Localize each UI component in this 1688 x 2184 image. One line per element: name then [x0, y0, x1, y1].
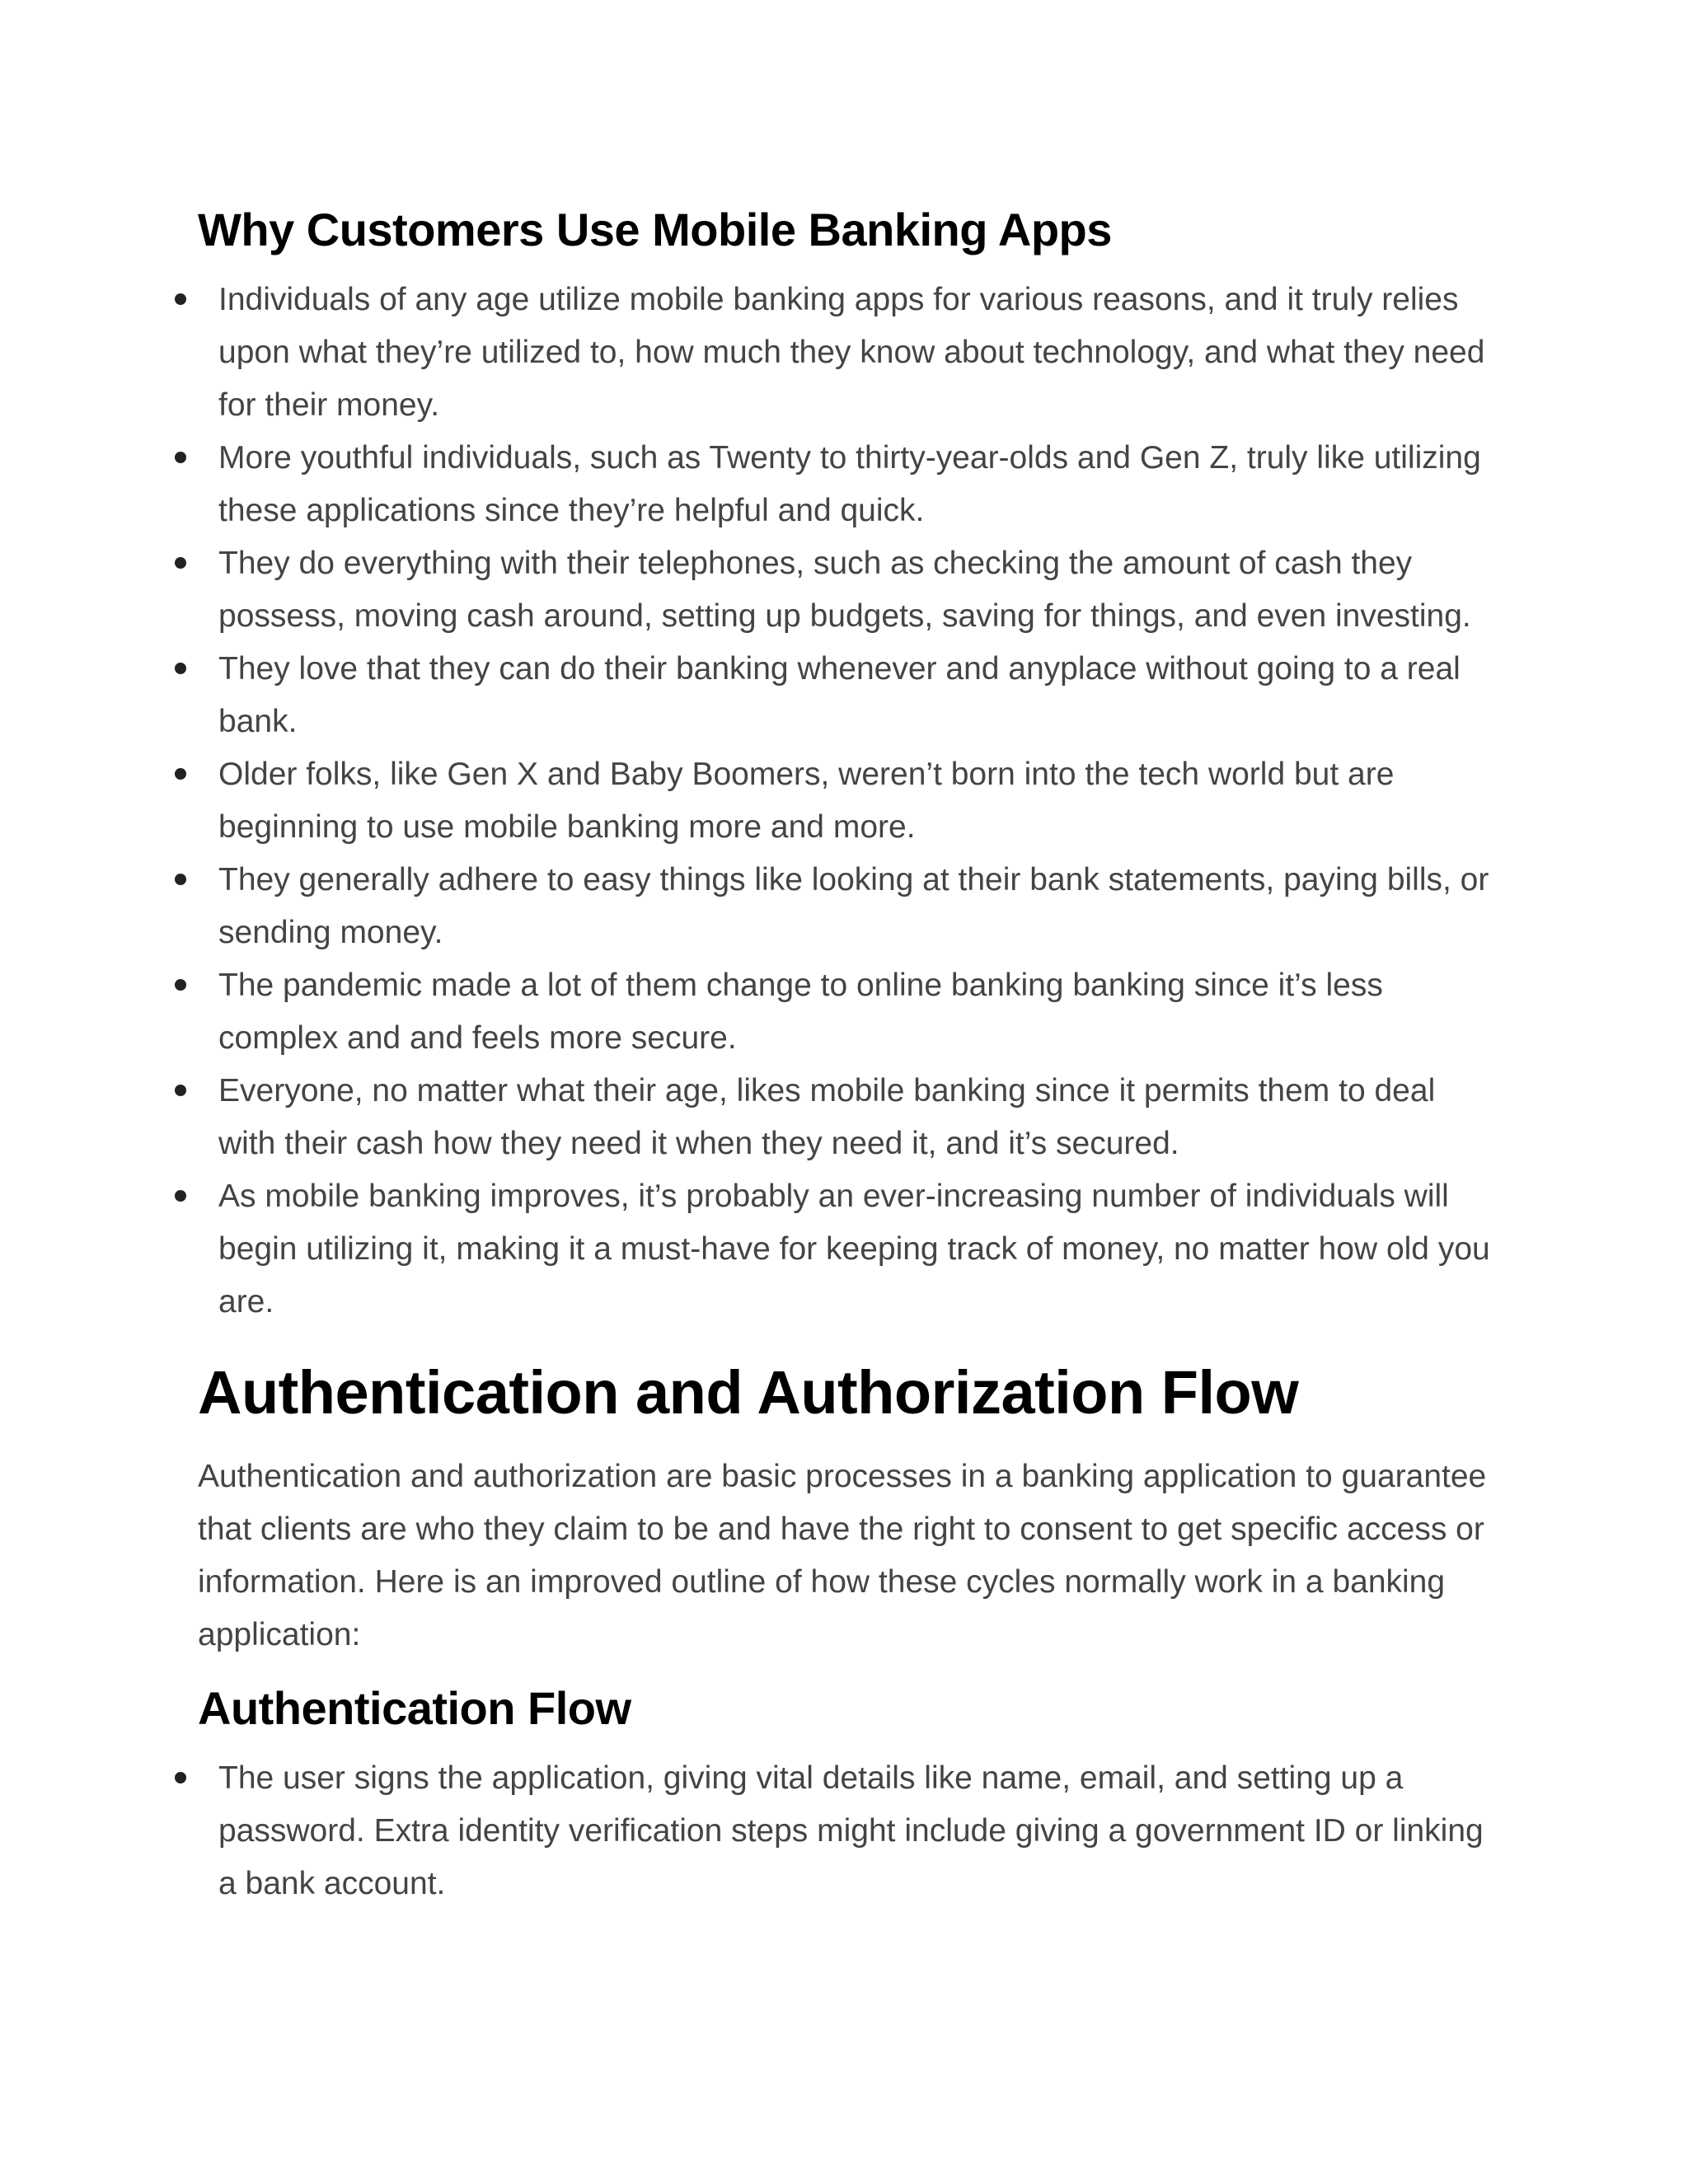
list-item-text: They do everything with their telephones, such as checking the amount of cash they possess, moving cash around, setting up budgets, saving for things, and even investing.	[218, 546, 1471, 634]
bullet-icon	[175, 1190, 186, 1202]
bullet-list-authentication	[198, 1752, 1500, 1910]
bullet-icon	[175, 874, 186, 885]
bullet-icon	[175, 1772, 186, 1783]
list-item	[198, 537, 1500, 643]
list-item-text: The pandemic made a lot of them change to online banking banking since it’s less complex and and feels more secure.	[218, 968, 1383, 1056]
list-item-text: As mobile banking improves, it’s probably an ever-increasing number of individuals will begin utilizing it, making it a must-have for keeping track of money, no matter how old you are.	[218, 1179, 1490, 1319]
document-content	[198, 198, 1500, 1910]
list-item	[198, 643, 1500, 748]
list-item-text: Individuals of any age utilize mobile banking apps for various reasons, and it truly relies upon what they’re utilized to, how much they know about technology, and what they need for their money.	[218, 282, 1485, 423]
list-item	[198, 854, 1500, 959]
list-item	[198, 1752, 1500, 1910]
intro-paragraph: Authentication and authorization are basic processes in a banking application to guarantee that clients are who they claim to be and have the right to consent to get specific access or information. Here is an improved outline of how these cycles normally work in a banking application:	[198, 1459, 1487, 1652]
bullet-icon	[175, 452, 186, 463]
bullet-icon	[175, 557, 186, 569]
list-item	[198, 748, 1500, 854]
list-item	[198, 274, 1500, 432]
list-item-text: They generally adhere to easy things like looking at their bank statements, paying bills, or sending money.	[218, 862, 1489, 950]
bullet-icon	[175, 768, 186, 780]
list-item-text: They love that they can do their banking whenever and anyplace without going to a real bank.	[218, 651, 1461, 739]
section-heading-auth-flow: Authentication and Authorization Flow	[198, 1358, 1299, 1427]
list-item-text: The user signs the application, giving vital details like name, email, and setting up a password. Extra identity verification steps might include giving a government ID or linking a bank account.	[218, 1760, 1484, 1901]
list-item-text: Older folks, like Gen X and Baby Boomers, weren’t born into the tech world but are beginning to use mobile banking more and more.	[218, 757, 1395, 845]
list-item	[198, 959, 1500, 1065]
list-item	[198, 1170, 1500, 1329]
list-item-text: Everyone, no matter what their age, likes mobile banking since it permits them to deal with their cash how they need it when they need it, and it’s secured.	[218, 1073, 1436, 1161]
list-item	[198, 432, 1500, 537]
bullet-icon	[175, 1085, 186, 1096]
bullet-icon	[175, 293, 186, 305]
section-heading-why-customers: Why Customers Use Mobile Banking Apps	[198, 204, 1112, 255]
bullet-icon	[175, 979, 186, 991]
bullet-icon	[175, 663, 186, 674]
section-heading-authentication-flow: Authentication Flow	[198, 1682, 631, 1734]
list-item-text: More youthful individuals, such as Twenty to thirty-year-olds and Gen Z, truly like utilizing these applications since they’re helpful and quick.	[218, 440, 1481, 528]
bullet-list-why-customers	[198, 274, 1500, 1329]
list-item	[198, 1065, 1500, 1170]
